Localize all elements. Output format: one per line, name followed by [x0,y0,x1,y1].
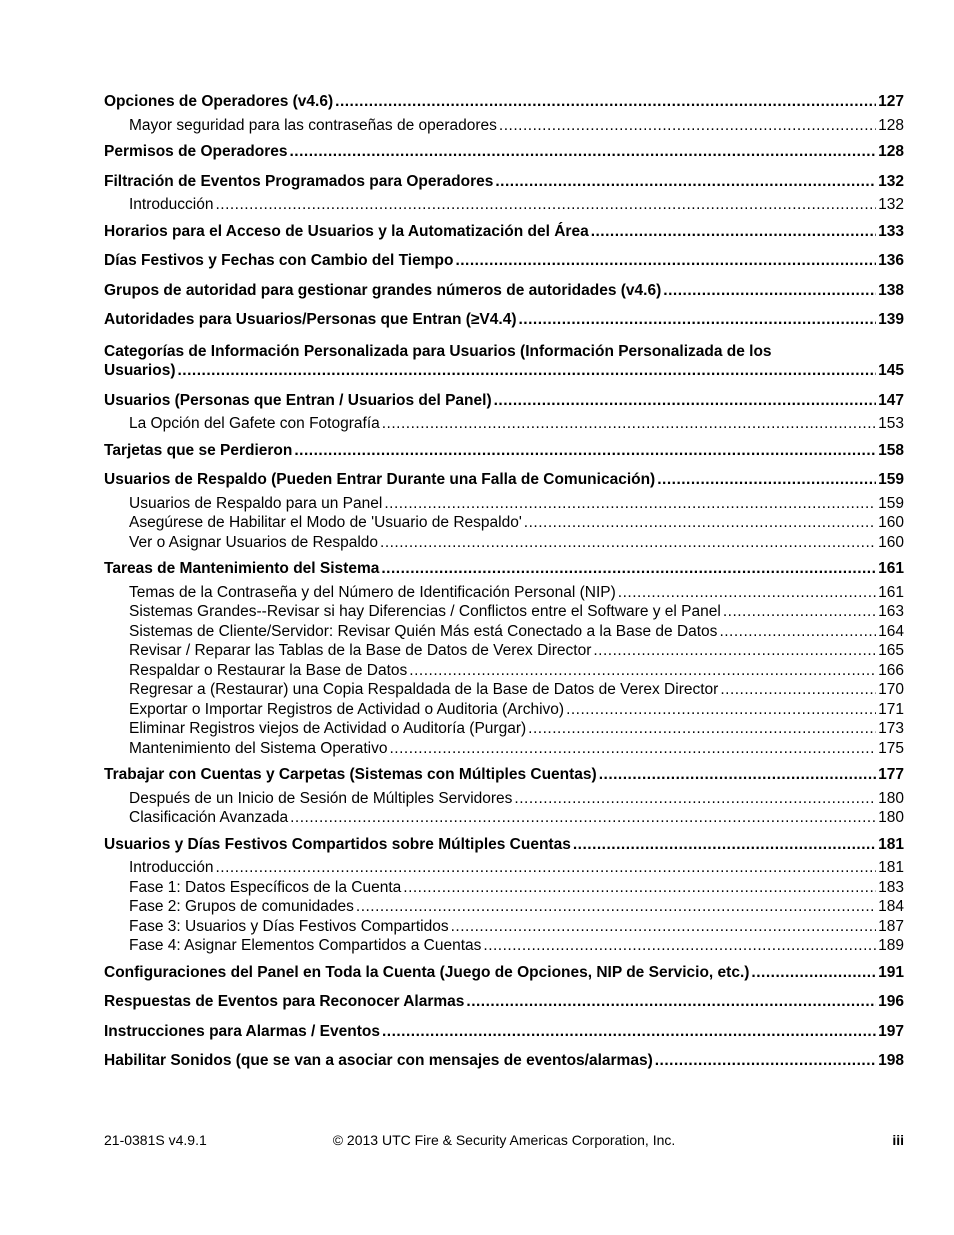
toc-page-number: 138 [878,281,904,299]
toc-entry[interactable] [104,281,904,301]
toc-entry-title: Clasificación Avanzada [129,809,289,826]
toc-entry[interactable] [104,310,904,330]
toc-entry-title: Después de un Inicio de Sesión de Múltiples Servidores [129,789,513,807]
toc-page-number: 132 [878,172,904,190]
toc-subentry[interactable] [104,414,904,434]
toc-entry-title: Mantenimiento del Sistema Operativo [129,739,388,757]
toc-subentry[interactable] [104,116,904,136]
dot-leader [451,917,877,937]
toc-entry-title: Habilitar Sonidos (que se van a asociar con mensajes de eventos/alarmas) [104,1052,653,1069]
toc-page-number: 191 [878,963,904,981]
toc-entry[interactable] [104,172,904,192]
toc-page-number: 165 [878,642,904,659]
dot-leader [720,680,876,700]
toc-subentry[interactable] [104,583,904,603]
toc-entry[interactable] [104,963,904,983]
toc-subentry[interactable] [104,661,904,681]
dot-leader [524,513,876,533]
toc-subentry[interactable] [104,897,904,917]
toc-page-number: 171 [878,700,904,718]
toc-subentry[interactable] [104,494,904,514]
dot-leader [514,789,876,809]
toc-page-number: 180 [878,789,904,807]
toc-page-number: 180 [878,809,904,826]
copyright-notice: © 2013 UTC Fire & Security Americas Corporation, Inc. [332,1132,676,1148]
dot-leader [382,414,876,434]
toc-subentry[interactable] [104,602,904,622]
toc-entry[interactable] [104,251,904,271]
toc-entry-title: Grupos de autoridad para gestionar grandes números de autoridades (v4.6) [104,281,662,299]
toc-page-number: 133 [878,222,904,240]
toc-entry-title: Tarjetas que se Perdieron [104,441,293,459]
toc-page-number: 158 [878,441,904,459]
toc-entry-title: Días Festivos y Fechas con Cambio del Tiempo [104,252,454,269]
toc-page-number: 198 [878,1052,904,1069]
toc-page-number: 181 [878,859,904,876]
toc-entry-title: Exportar o Importar Registros de Actividad o Auditoria (Archivo) [129,700,565,718]
toc-subentry[interactable] [104,858,904,878]
toc-page-number: 184 [878,898,904,915]
toc-page-number: 196 [878,993,904,1010]
toc-page-number: 160 [878,514,904,531]
toc-page-number: 127 [878,93,904,110]
toc-entry[interactable] [104,441,904,461]
toc-page-number: 159 [878,494,904,512]
dot-leader [382,1022,876,1042]
toc-entry-title: Usuarios de Respaldo para un Panel [129,494,383,512]
toc-entry[interactable] [104,142,904,162]
toc-entry-title: Revisar / Reparar las Tablas de la Base de Datos de Verex Director [129,642,592,659]
toc-page-number: 197 [878,1022,904,1040]
dot-leader [528,719,876,739]
dot-leader [389,739,876,759]
toc-entry[interactable] [104,1051,904,1071]
toc-entry-title: Usuarios y Días Festivos Compartidos sobre Múltiples Cuentas [104,835,571,853]
document-id: 21-0381S v4.9.1 [104,1132,207,1148]
dot-leader [483,936,876,956]
dot-leader [573,835,876,855]
dot-leader [290,142,877,162]
toc-subentry[interactable] [104,719,904,739]
dot-leader [384,494,876,514]
dot-leader [495,172,876,192]
toc-entry-title: Eliminar Registros viejos de Actividad o Auditoría (Purgar) [129,720,527,737]
toc-subentry[interactable] [104,641,904,661]
toc-subentry[interactable] [104,936,904,956]
toc-subentry[interactable] [104,680,904,700]
toc-page-number: 128 [878,116,904,134]
toc-page-number: 164 [878,622,904,640]
toc-entry-title: Respuestas de Eventos para Reconocer Alarmas [104,993,465,1010]
toc-entry[interactable] [104,835,904,855]
toc-entry-title: Sistemas de Cliente/Servidor: Revisar Quién Más está Conectado a la Base de Datos [129,622,718,640]
toc-subentry[interactable] [104,195,904,215]
toc-page-number: 139 [878,311,904,328]
toc-page-number: 181 [878,835,904,853]
dot-leader [618,583,876,603]
toc-entry-title: Sistemas Grandes--Revisar si hay Diferencias / Conflictos entre el Software y el Panel [129,603,721,620]
toc-entry-title: La Opción del Gafete con Fotografía [129,415,380,432]
toc-entry-title: Trabajar con Cuentas y Carpetas (Sistemas con Múltiples Cuentas) [104,766,597,783]
toc-entry-title: Introducción [129,196,214,213]
toc-page-number: 187 [878,917,904,935]
toc-entry-title: Fase 4: Asignar Elementos Compartidos a Cuentas [129,937,482,954]
toc-entry-title: Filtración de Eventos Programados para Operadores [104,172,494,190]
dot-leader [566,700,876,720]
toc-entry-title-cont: Usuarios) [104,362,176,379]
toc-page-number: 175 [878,739,904,757]
dot-leader [593,641,876,661]
toc-subentry[interactable] [104,513,904,533]
dot-leader [466,992,876,1012]
toc-page-number: 136 [878,252,904,269]
toc-subentry[interactable] [104,878,904,898]
toc-subentry[interactable] [104,808,904,828]
toc-entry[interactable] [104,342,904,381]
dot-leader [215,858,876,878]
toc-entry-title: Introducción [129,859,214,876]
toc-page-number: 163 [878,603,904,620]
toc-entry[interactable] [104,391,904,411]
toc-entry[interactable] [104,1022,904,1042]
dot-leader [290,808,876,828]
dot-leader [518,310,876,330]
toc-page-number: 173 [878,720,904,737]
toc-entry[interactable] [104,992,904,1012]
toc-subentry[interactable] [104,789,904,809]
toc-page-number: 161 [878,560,904,577]
toc-page-number: 145 [878,362,904,379]
toc-entry-title: Asegúrese de Habilitar el Modo de 'Usuario de Respaldo' [129,514,522,531]
toc-subentry[interactable] [104,700,904,720]
toc-page-number: 132 [878,196,904,213]
dot-leader [599,765,876,785]
toc-page-number: 159 [878,471,904,488]
page-number: iii [892,1132,904,1148]
toc-entry[interactable] [104,559,904,579]
toc-page-number: 128 [878,143,904,160]
toc-entry[interactable] [104,92,904,112]
toc-subentry[interactable] [104,622,904,642]
toc-page-number: 170 [878,681,904,698]
dot-leader [663,281,876,301]
toc-subentry[interactable] [104,739,904,759]
toc-entry[interactable] [104,765,904,785]
dot-leader [719,622,876,642]
toc-entry-title: Fase 3: Usuarios y Días Festivos Compartidos [129,917,449,935]
dot-leader [403,878,876,898]
toc-page-number: 160 [878,533,904,551]
dot-leader [380,533,876,553]
toc-page-number: 147 [878,391,904,409]
toc-entry-title: Fase 2: Grupos de comunidades [129,898,354,915]
toc-entry-title: Usuarios (Personas que Entran / Usuarios del Panel) [104,391,492,409]
toc-entry-title: Respaldar o Restaurar la Base de Datos [129,661,408,679]
toc-entry[interactable] [104,470,904,490]
toc-entry-title: Autoridades para Usuarios/Personas que Entran (≥V4.4) [104,311,517,328]
toc-entry-title: Temas de la Contraseña y del Número de Identificación Personal (NIP) [129,583,616,601]
toc-entry-title: Horarios para el Acceso de Usuarios y la Automatización del Área [104,222,589,240]
toc-entry[interactable] [104,222,904,242]
toc-page-number: 189 [878,937,904,954]
dot-leader [723,602,876,622]
toc-page-number: 166 [878,661,904,679]
toc-entry-title: Mayor seguridad para las contraseñas de operadores [129,116,497,134]
toc-page-number: 177 [878,766,904,783]
toc-subentry[interactable] [104,533,904,553]
toc-entry-title: Tareas de Mantenimiento del Sistema [104,560,380,577]
toc-entry-title: Usuarios de Respaldo (Pueden Entrar Durante una Falla de Comunicación) [104,471,656,488]
dot-leader [335,92,876,112]
dot-leader [215,195,876,215]
toc-entry-title: Instrucciones para Alarmas / Eventos [104,1022,380,1040]
dot-leader [655,1051,876,1071]
toc-entry-title: Regresar a (Restaurar) una Copia Respaldada de la Base de Datos de Verex Director [129,681,719,698]
toc-page-number: 153 [878,415,904,432]
dot-leader [455,251,876,271]
dot-leader [409,661,876,681]
toc-entry-title: Configuraciones del Panel en Toda la Cuenta (Juego de Opciones, NIP de Servicio, etc.) [104,963,750,981]
toc-entry-title: Opciones de Operadores (v4.6) [104,93,334,110]
toc-page-number: 183 [878,878,904,896]
toc-page-number: 161 [878,583,904,601]
dot-leader [356,897,876,917]
toc-entry-title: Categorías de Información Personalizada para Usuarios (Información Personalizada de los [104,342,772,360]
dot-leader [178,361,877,381]
dot-leader [499,116,876,136]
toc-entry-title: Ver o Asignar Usuarios de Respaldo [129,533,379,551]
dot-leader [657,470,876,490]
dot-leader [294,441,876,461]
toc-subentry[interactable] [104,917,904,937]
dot-leader [591,222,876,242]
toc-entry-title: Permisos de Operadores [104,143,288,160]
dot-leader [751,963,876,983]
toc-entry-title: Fase 1: Datos Específicos de la Cuenta [129,878,402,896]
dot-leader [494,391,877,411]
dot-leader [381,559,876,579]
table-of-contents [104,92,904,1071]
